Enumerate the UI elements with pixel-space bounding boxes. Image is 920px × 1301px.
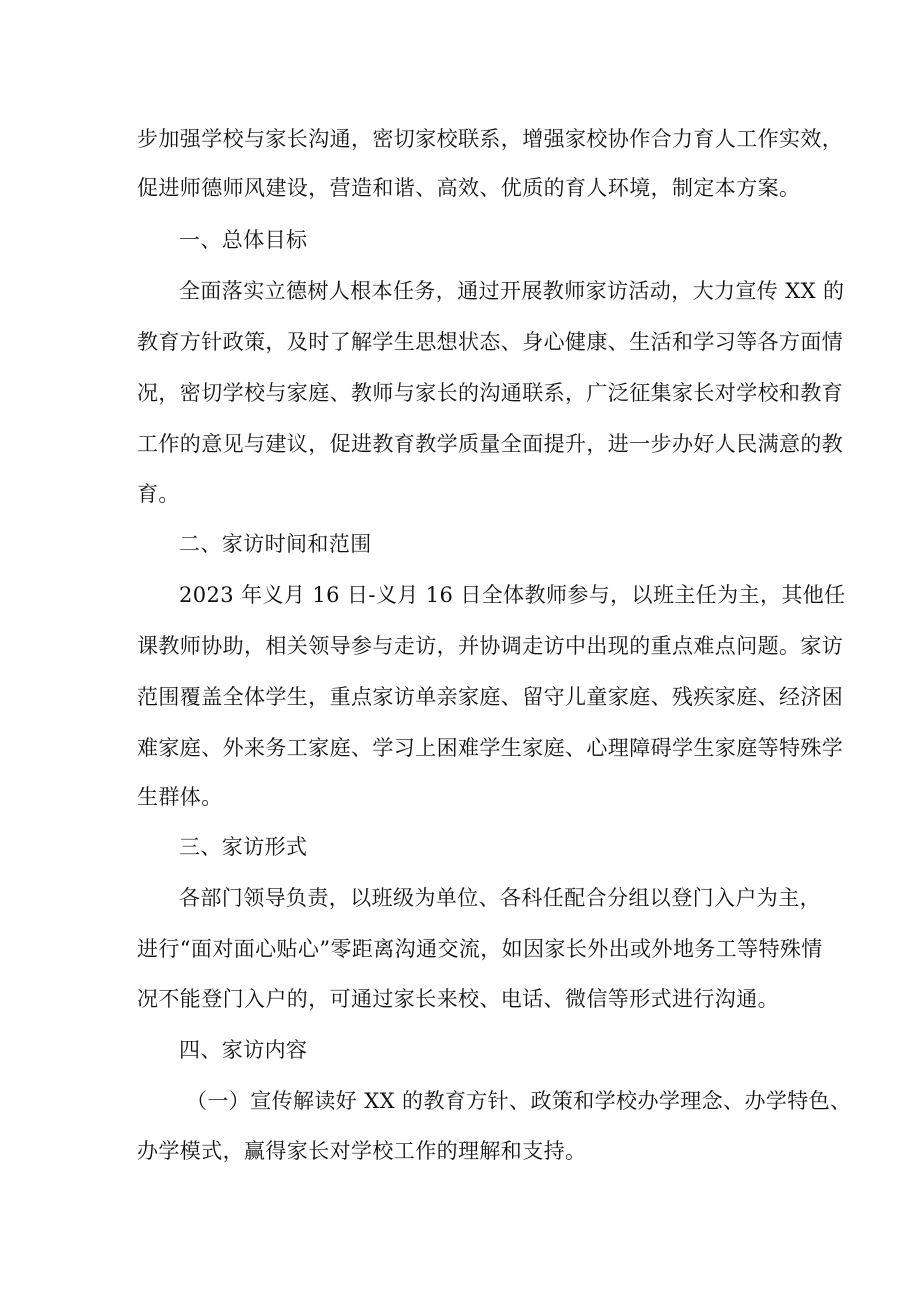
section3-line-1: 各部门领导负责，以班级为单位、各科任配合分组以登门入户为主， xyxy=(179,886,821,910)
intro-line-2: 促进师德师风建设，营造和谐、高效、优质的育人环境，制定本方案。 xyxy=(137,176,801,200)
section-heading-content: 四、家访内容 xyxy=(179,1038,308,1062)
section2-line-2: 课教师协助，相关领导参与走访，并协调走访中出现的重点难点问题。家访 xyxy=(137,634,844,658)
section4-line-2: 办学模式，赢得家长对学校工作的理解和支持。 xyxy=(137,1139,587,1163)
section1-line-5: 育。 xyxy=(137,482,180,506)
section-heading-goals: 一、总体目标 xyxy=(179,228,308,252)
section1-line-4: 工作的意见与建议，促进教育教学质量全面提升，进一步办好人民满意的教 xyxy=(137,432,844,456)
section3-line-3: 况不能登门入户的，可通过家长来校、电话、微信等形式进行沟通。 xyxy=(137,987,779,1011)
section2-line-3: 范围覆盖全体学生，重点家访单亲家庭、留守儿童家庭、残疾家庭、经济困 xyxy=(137,685,844,709)
section-heading-format: 三、家访形式 xyxy=(179,835,308,859)
section4-line-1: （一）宣传解读好 XX 的教育方针、政策和学校办学理念、办学特色、 xyxy=(186,1089,852,1113)
section3-line-2: 进行“面对面心贴心”零距离沟通交流，如因家长外出或外地务工等特殊情 xyxy=(137,937,823,961)
section1-line-1: 全面落实立德树人根本任务，通过开展教师家访活动，大力宣传 XX 的 xyxy=(179,279,845,303)
section2-line-5: 生群体。 xyxy=(137,785,223,809)
section2-line-4: 难家庭、外来务工家庭、学习上困难学生家庭、心理障碍学生家庭等特殊学 xyxy=(137,736,844,760)
section1-line-2: 教育方针政策，及时了解学生思想状态、身心健康、生活和学习等各方面情 xyxy=(137,330,844,354)
section-heading-time-scope: 二、家访时间和范围 xyxy=(179,532,372,556)
section2-line-1: 2023 年义月 16 日-义月 16 日全体教师参与，以班主任为主，其他任 xyxy=(179,583,846,607)
intro-line-1: 步加强学校与家长沟通，密切家校联系，增强家校协作合力育人工作实效， xyxy=(137,127,844,151)
section1-line-3: 况，密切学校与家庭、教师与家长的沟通联系，广泛征集家长对学校和教育 xyxy=(137,381,844,405)
